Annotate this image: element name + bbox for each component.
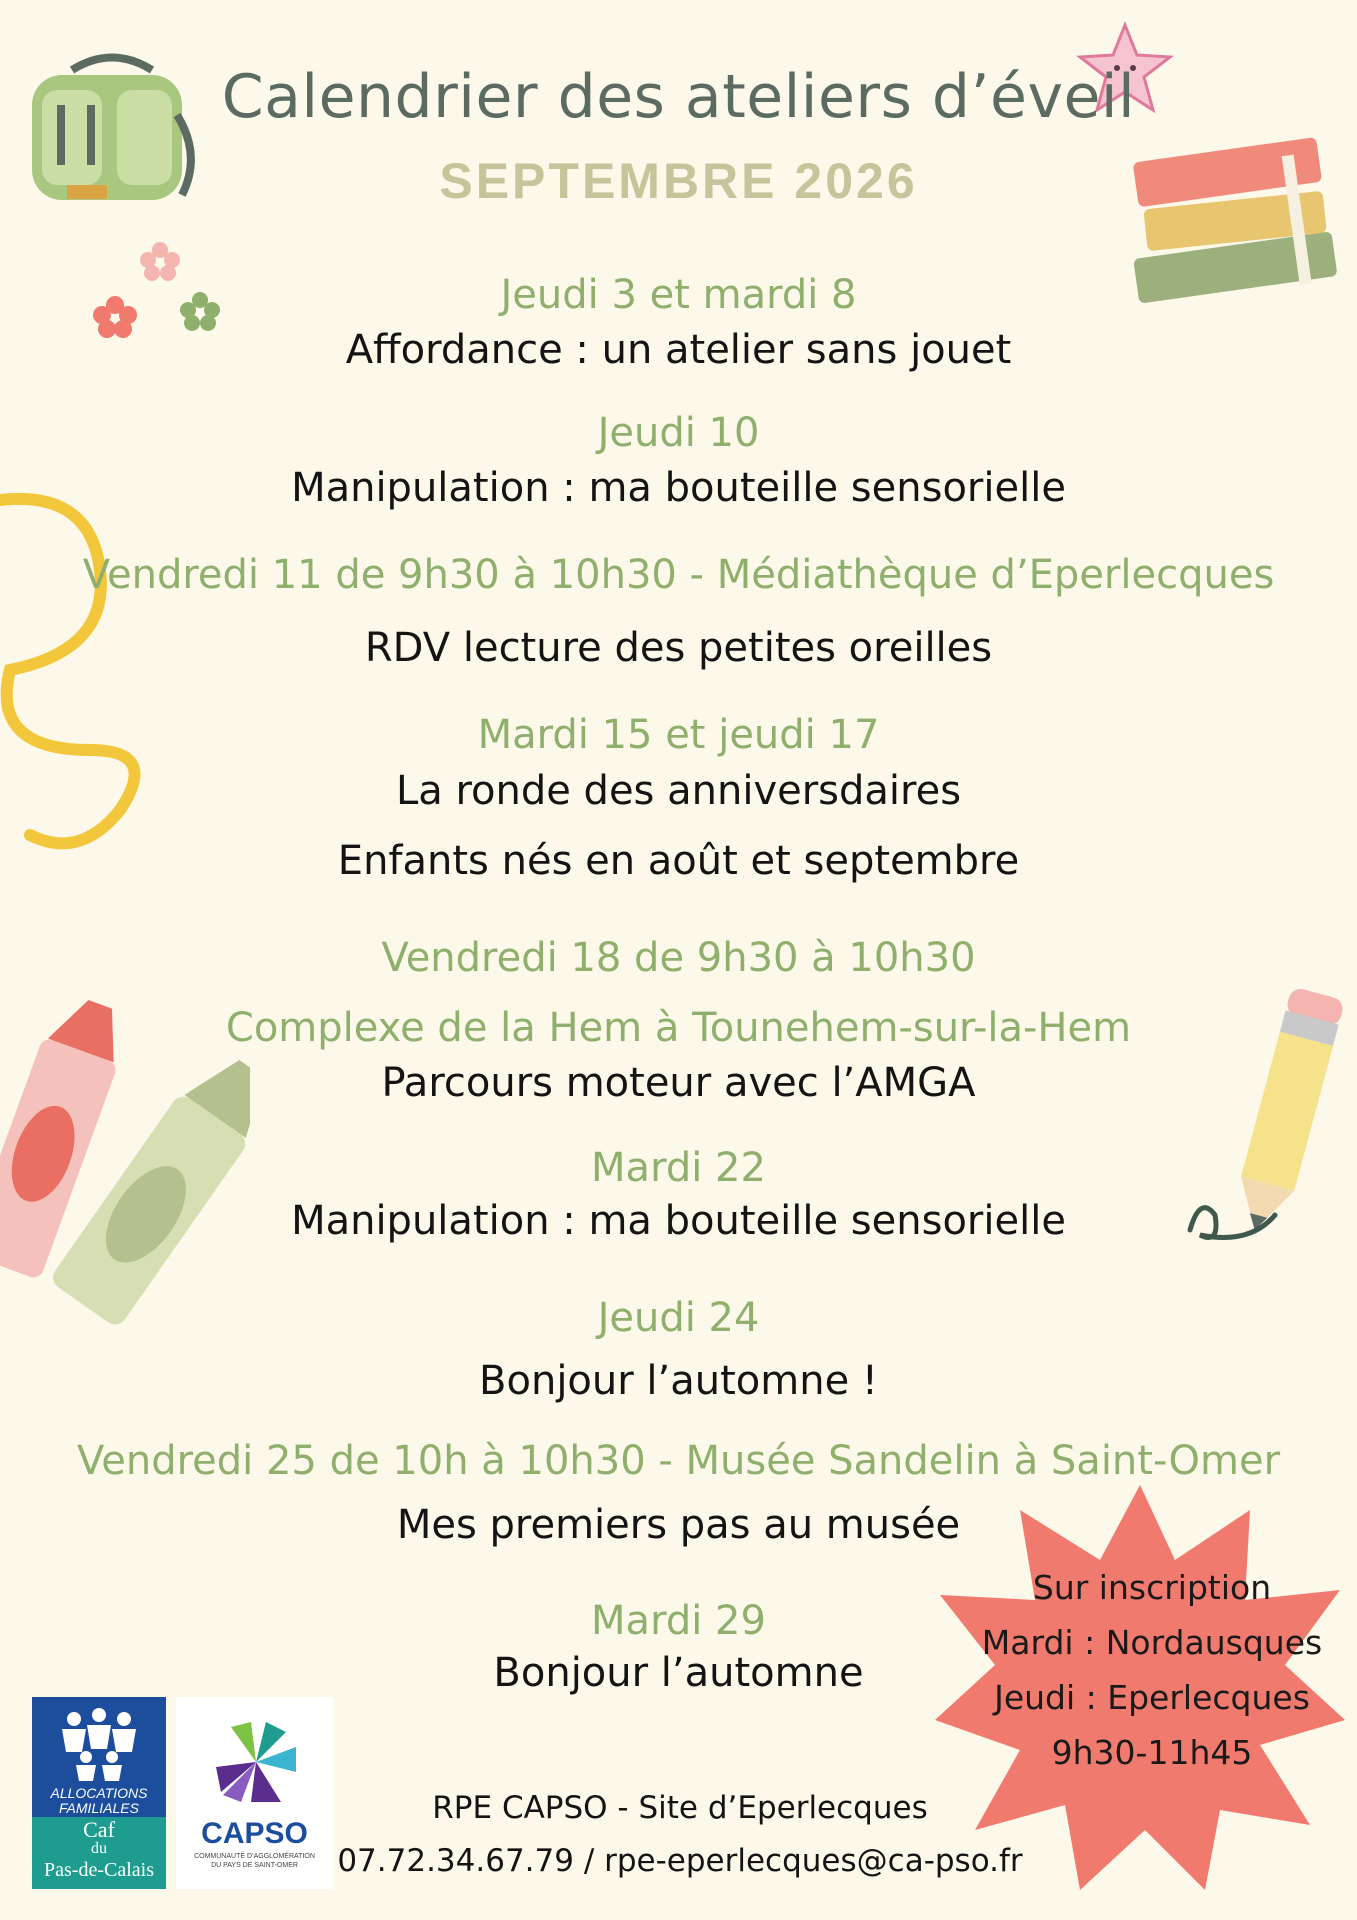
event-activity: Mes premiers pas au musée [396,1502,961,1548]
event-activity: Enfants nés en août et septembre [337,838,1020,884]
event-date: Vendredi 25 de 10h à 10h30 - Musée Sandelin à Saint-Omer [76,1438,1281,1484]
capso-emblem-icon [211,1717,301,1807]
footer-organization: RPE CAPSO - Site d’Eperlecques [432,1790,928,1826]
capso-name: CAPSO [201,1817,308,1850]
registration-thursday: Jeudi : Eperlecques [994,1678,1310,1717]
caf-figures-icon [54,1707,144,1782]
registration-hours: 9h30-11h45 [1051,1733,1253,1772]
event-activity: Bonjour l’automne ! [479,1358,878,1404]
event-activity: Manipulation : ma bouteille sensorielle [291,465,1066,511]
event-activity: La ronde des anniversdaires [395,768,962,814]
footer-contact: 07.72.34.67.79 / rpe-eperlecques@ca-pso.fr [337,1843,1023,1879]
event-date: Mardi 29 [591,1598,766,1644]
capso-sub-2: DU PAYS DE SAINT-OMER [211,1862,298,1869]
page-title: Calendrier des ateliers d’éveil [221,62,1136,132]
event-date: Jeudi 10 [597,410,760,456]
caf-label-5: Pas-de-Calais [44,1859,154,1881]
caf-logo [32,1697,166,1889]
caf-label-4: du [91,1840,107,1857]
event-location: Complexe de la Hem à Tounehem-sur-la-Hem [225,1005,1132,1051]
caf-label-3: Caf [83,1817,115,1842]
month-title: SEPTEMBRE 2026 [439,153,918,209]
caf-label-1: ALLOCATIONS [50,1785,148,1801]
event-activity: Bonjour l’automne [493,1650,864,1696]
event-date: Mardi 22 [591,1145,766,1191]
event-date: Jeudi 3 et mardi 8 [500,272,857,318]
registration-tuesday: Mardi : Nordausques [981,1623,1323,1662]
event-date: Jeudi 24 [597,1295,760,1341]
capso-sub-1: COMMUNAUTÉ D’AGGLOMÉRATION [194,1853,315,1860]
event-date: Vendredi 11 de 9h30 à 10h30 - Médiathèque d’Eperlecques [82,552,1275,598]
event-activity: Parcours moteur avec l’AMGA [381,1060,976,1106]
event-activity: Affordance : un atelier sans jouet [345,327,1012,373]
event-activity: Manipulation : ma bouteille sensorielle [291,1198,1066,1244]
event-date: Vendredi 18 de 9h30 à 10h30 [381,935,976,981]
caf-label-2: FAMILIALES [59,1800,139,1816]
event-activity: RDV lecture des petites oreilles [364,625,993,671]
event-date: Mardi 15 et jeudi 17 [477,712,880,758]
registration-title: Sur inscription [1032,1568,1272,1607]
